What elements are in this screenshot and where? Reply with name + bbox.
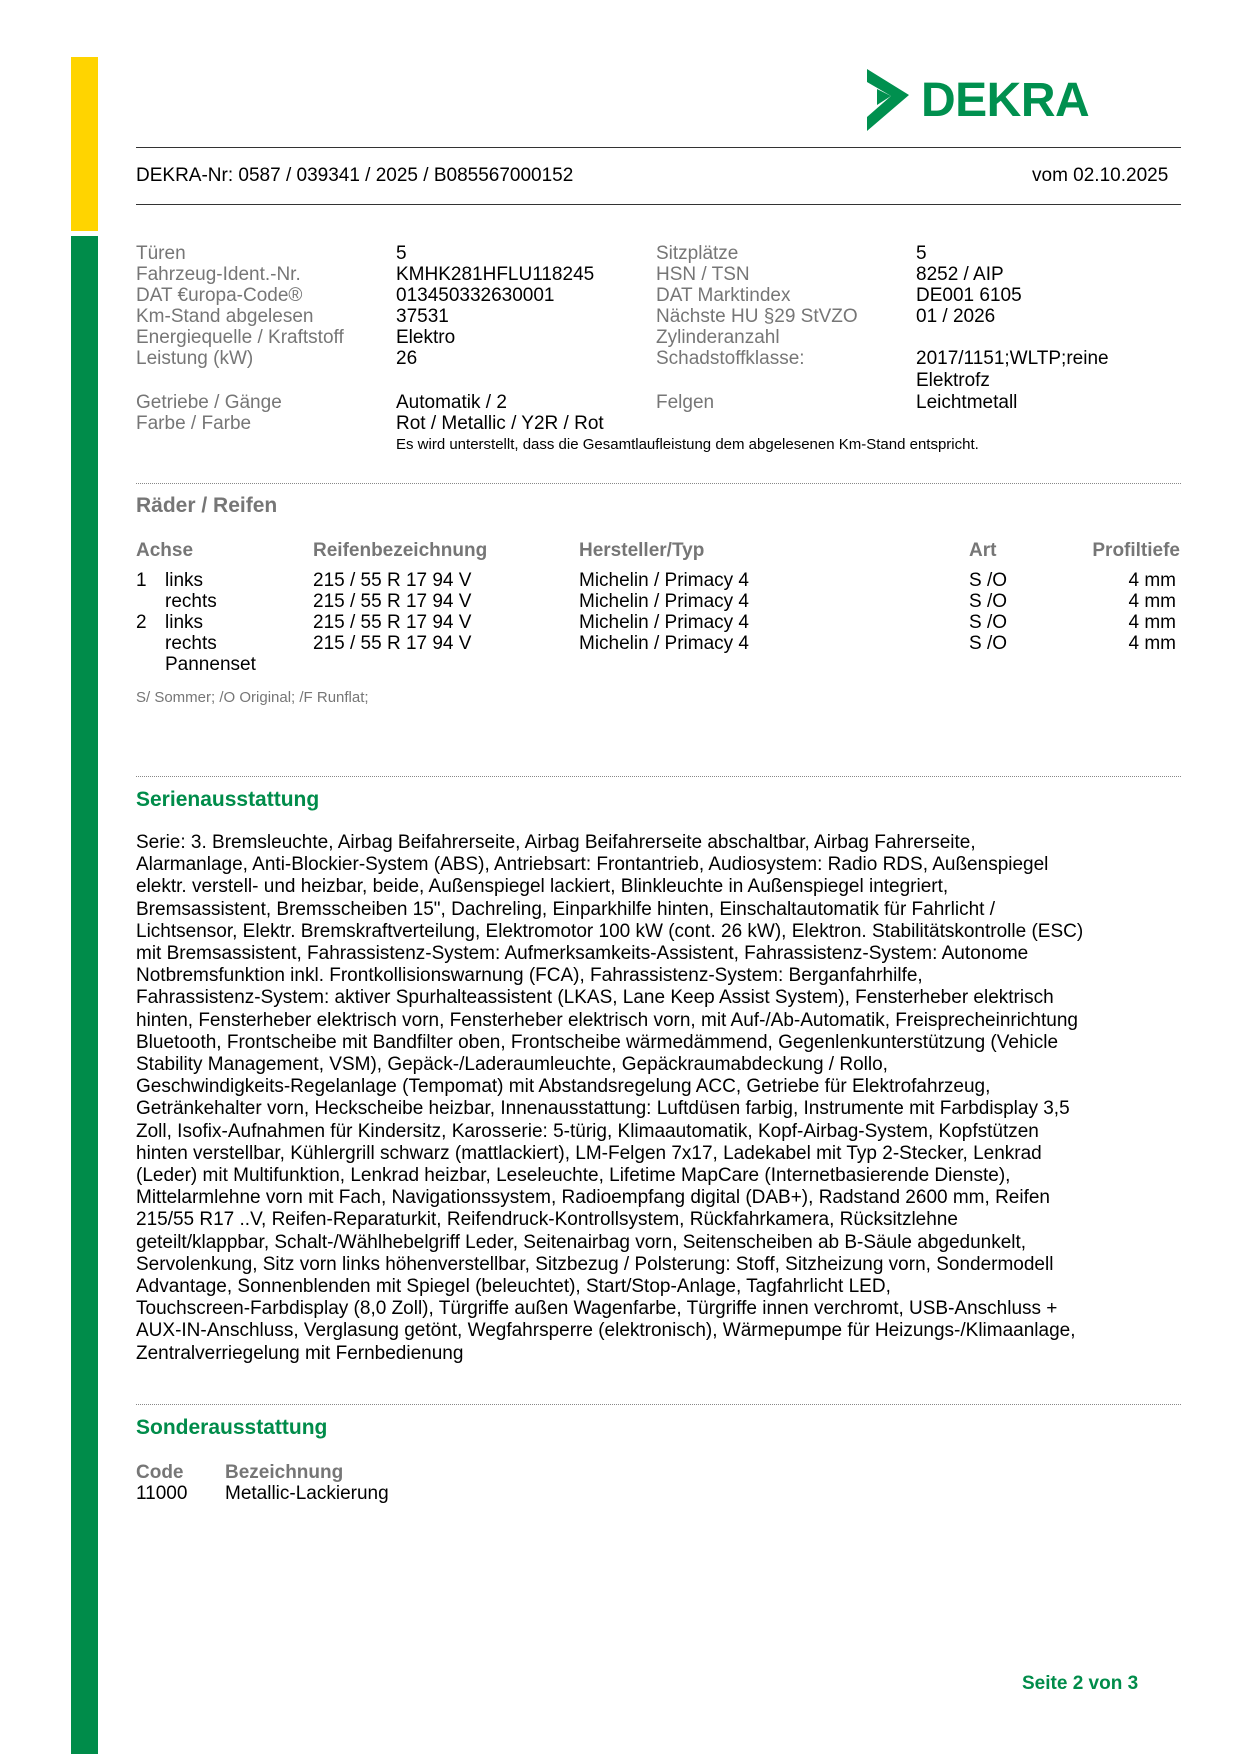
value-dat-code: 013450332630001 — [396, 285, 555, 306]
serien-text — [136, 832, 1196, 1365]
tire-row-depth: 4 mm — [1128, 591, 1176, 612]
value-farbe: Rot / Metallic / Y2R / Rot — [396, 413, 604, 434]
tire-row-side: rechts — [165, 591, 217, 612]
tire-row-art: S /O — [969, 570, 1008, 591]
value-schadstoffklasse-line2: Elektrofz — [916, 370, 990, 391]
value-fin: KMHK281HFLU118245 — [396, 264, 595, 285]
sonder-row-code: 11000 — [136, 1483, 188, 1504]
serien-line: Zoll, Isofix-Aufnahmen für Kindersitz, Karosserie: 5-türig, Klimaautomatik, Kopf-Airbag-System, Kopfstützen — [136, 1120, 1039, 1142]
dekra-logo-text: DEKRA — [921, 73, 1090, 127]
tires-section-title: Räder / Reifen — [136, 494, 278, 517]
serien-line: Bremsassistent, Bremsscheiben 15", Dachreling, Einparkhilfe hinten, Einschaltautomatik für Fahrlicht / — [136, 898, 995, 920]
sonder-section-title: Sonderausstattung — [136, 1416, 328, 1439]
green-side-bar — [71, 236, 98, 1754]
label-fin: Fahrzeug-Ident.-Nr. — [136, 264, 301, 285]
value-naechste-hu: 01 / 2026 — [916, 306, 996, 327]
tire-row-axle: 2 — [136, 612, 147, 633]
dekra-logo — [863, 69, 1089, 131]
tire-row-maker: Michelin / Primacy 4 — [579, 633, 749, 654]
serien-line: Zentralverriegelung mit Fernbedienung — [136, 1342, 464, 1364]
label-zylinderanzahl: Zylinderanzahl — [656, 327, 780, 348]
serien-line: Bluetooth, Frontscheibe mit Bandfilter oben, Frontscheibe wärmedämmend, Gegenlenkunterstützung (Vehicle — [136, 1031, 1059, 1053]
serien-line: Alarmanlage, Anti-Blockier-System (ABS), Antriebsart: Frontantrieb, Audiosystem: Radio RDS, Außenspiegel — [136, 854, 1049, 876]
serien-section-title: Serienausstattung — [136, 788, 320, 811]
tire-row-axle: 1 — [136, 570, 147, 591]
tires-header-bezeichnung: Reifenbezeichnung — [313, 540, 488, 561]
label-leistung: Leistung (kW) — [136, 348, 254, 369]
value-felgen: Leichtmetall — [916, 392, 1018, 413]
value-hsn-tsn: 8252 / AIP — [916, 264, 1004, 285]
divider-sonder — [136, 1404, 1181, 1405]
dekra-logo-icon — [863, 69, 911, 131]
serien-line: (Leder) mit Multifunktion, Lenkrad heizbar, Leseleuchte, Lifetime MapCare (Internetbasierende Dienste), — [136, 1165, 1011, 1187]
tires-legend: S/ Sommer; /O Original; /F Runflat; — [136, 689, 369, 706]
tire-row-art: S /O — [969, 612, 1008, 633]
label-getriebe: Getriebe / Gänge — [136, 392, 282, 413]
header-rule-bottom — [136, 204, 1181, 205]
serien-line: Touchscreen-Farbdisplay (8,0 Zoll), Türgriffe außen Wagenfarbe, Türgriffe innen verchromt, USB-Anschluss + — [136, 1298, 1058, 1320]
tire-row-art: S /O — [969, 633, 1008, 654]
value-km-stand: 37531 — [396, 306, 449, 327]
tire-row-art: S /O — [969, 591, 1008, 612]
tire-row-side: rechts — [165, 633, 217, 654]
serien-line: Lichtsensor, Elektr. Bremskraftverteilung, Elektromotor 100 kW (cont. 26 kW), Elektron. Stabilitätskontrolle (ESC) — [136, 920, 1084, 942]
label-sitzplaetze: Sitzplätze — [656, 243, 739, 264]
serien-line: Geschwindigkeits-Regelanlage (Tempomat) mit Abstandsregelung ACC, Getriebe für Elektrofahrzeug, — [136, 1076, 991, 1098]
tire-row-maker: Michelin / Primacy 4 — [579, 570, 749, 591]
km-note: Es wird unterstellt, dass die Gesamtlaufleistung dem abgelesenen Km-Stand entspricht. — [396, 436, 979, 453]
serien-line: hinten verstellbar, Kühlergrill schwarz (mattlackiert), LM-Felgen 7x17, Ladekabel mit Typ 2-Stecker, Lenkrad — [136, 1142, 1042, 1164]
sonder-row-bezeichnung: Metallic-Lackierung — [225, 1483, 389, 1504]
divider-tires — [136, 483, 1181, 484]
label-tueren: Türen — [136, 243, 186, 264]
tire-row-size: 215 / 55 R 17 94 V — [313, 633, 472, 654]
tire-row-size: 215 / 55 R 17 94 V — [313, 570, 472, 591]
serien-line: Advantage, Sonnenblenden mit Spiegel (beleuchtet), Start/Stop-Anlage, Tagfahrlicht LED, — [136, 1276, 891, 1298]
serien-line: geteilt/klappbar, Schalt-/Wählhebelgriff Leder, Seitenairbag vorn, Seitenscheiben ab B-Säule abgedunkelt, — [136, 1231, 1027, 1253]
value-getriebe: Automatik / 2 — [396, 392, 507, 413]
value-schadstoffklasse: 2017/1151;WLTP;reine — [916, 348, 1109, 369]
tires-header-hersteller: Hersteller/Typ — [579, 540, 705, 561]
page-number: Seite 2 von 3 — [1022, 1673, 1139, 1694]
header-rule-top — [136, 147, 1181, 148]
serien-line: hinten, Fensterheber elektrisch vorn, Fensterheber elektrisch vorn, mit Auf-/Ab-Automatik, Freisprecheinrichtung — [136, 1009, 1078, 1031]
tire-row-depth: 4 mm — [1128, 612, 1176, 633]
label-dat-code: DAT €uropa-Code® — [136, 285, 303, 306]
label-felgen: Felgen — [656, 392, 715, 413]
label-km-stand: Km-Stand abgelesen — [136, 306, 314, 327]
serien-line: mit Bremsassistent, Fahrassistenz-System: Aufmerksamkeits-Assistent, Fahrassistenz-System: Autonome — [136, 943, 1029, 965]
tires-header-achse: Achse — [136, 540, 194, 561]
label-farbe: Farbe / Farbe — [136, 413, 252, 434]
value-marktindex: DE001 6105 — [916, 285, 1022, 306]
report-date: vom 02.10.2025 — [1032, 165, 1169, 186]
serien-line: 215/55 R17 ..V, Reifen-Reparaturkit, Reifendruck-Kontrollsystem, Rückfahrkamera, Rücksitzlehne — [136, 1209, 958, 1231]
tire-row-depth: 4 mm — [1128, 633, 1176, 654]
yellow-side-bar — [71, 57, 98, 231]
tire-row-depth: 4 mm — [1128, 570, 1176, 591]
value-tueren: 5 — [396, 243, 407, 264]
serien-line: Fahrassistenz-System: aktiver Spurhalteassistent (LKAS, Lane Keep Assist System), Fensterheber elektrisch — [136, 987, 1054, 1009]
label-marktindex: DAT Marktindex — [656, 285, 791, 306]
label-energiequelle: Energiequelle / Kraftstoff — [136, 327, 344, 348]
serien-line: elektr. verstell- und heizbar, beide, Außenspiegel lackiert, Blinkleuchte in Außenspiegel integriert, — [136, 876, 949, 898]
tire-row-side: links — [165, 612, 204, 633]
tires-header-profil: Profiltiefe — [1092, 540, 1180, 561]
tires-header-art: Art — [969, 540, 997, 561]
sonder-header-bezeichnung: Bezeichnung — [225, 1462, 344, 1483]
divider-serien — [136, 776, 1181, 777]
dekra-number: DEKRA-Nr: 0587 / 039341 / 2025 / B085567000152 — [136, 165, 574, 186]
serien-line: AUX-IN-Anschluss, Verglasung getönt, Wegfahrsperre (elektronisch), Wärmepumpe für Heizungs-/Klimaanlage, — [136, 1320, 1076, 1342]
label-hsn-tsn: HSN / TSN — [656, 264, 750, 285]
value-leistung: 26 — [396, 348, 418, 369]
sonder-header-code: Code — [136, 1462, 184, 1483]
tire-row-maker: Michelin / Primacy 4 — [579, 591, 749, 612]
serien-line: Servolenkung, Sitz vorn links höhenverstellbar, Sitzbezug / Polsterung: Stoff, Sitzheizung vorn, Sondermodell — [136, 1253, 1054, 1275]
serien-line: Mittelarmlehne vorn mit Fach, Navigationssystem, Radioempfang digital (DAB+), Radstand 2600 mm, Reifen — [136, 1187, 1050, 1209]
label-schadstoffklasse: Schadstoffklasse: — [656, 348, 805, 369]
tire-extra-pannenset: Pannenset — [165, 654, 256, 675]
tire-row-side: links — [165, 570, 204, 591]
serien-line: Stability Management, VSM), Gepäck-/Laderaumleuchte, Gepäckraumabdeckung / Rollo, — [136, 1054, 888, 1076]
value-sitzplaetze: 5 — [916, 243, 927, 264]
tire-row-size: 215 / 55 R 17 94 V — [313, 591, 472, 612]
tire-row-size: 215 / 55 R 17 94 V — [313, 612, 472, 633]
tire-row-maker: Michelin / Primacy 4 — [579, 612, 749, 633]
serien-line: Serie: 3. Bremsleuchte, Airbag Beifahrerseite, Airbag Beifahrerseite abschaltbar, Airbag Fahrerseite, — [136, 832, 976, 853]
serien-line: Getränkehalter vorn, Heckscheibe heizbar, Innenausstattung: Luftdüsen farbig, Instrumente mit Farbdisplay 3,5 — [136, 1098, 1070, 1120]
label-naechste-hu: Nächste HU §29 StVZO — [656, 306, 858, 327]
value-energiequelle: Elektro — [396, 327, 456, 348]
serien-line: Notbremsfunktion inkl. Frontkollisionswarnung (FCA), Fahrassistenz-System: Berganfahrhilfe, — [136, 965, 923, 987]
